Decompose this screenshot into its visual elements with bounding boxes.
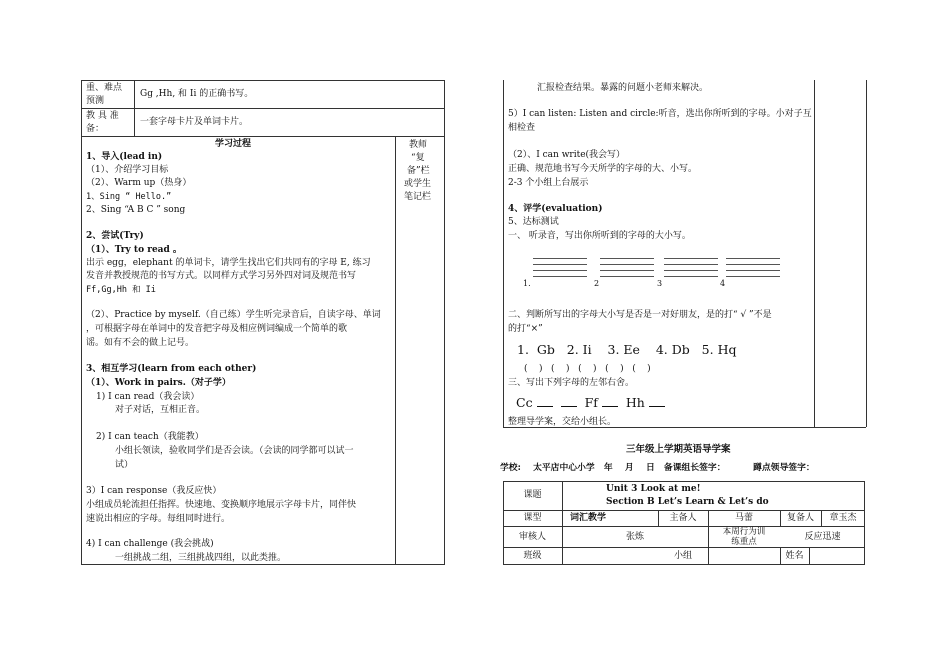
listen-line-1: 5）I can listen: Listen and circle:听音，选出你所听到的字母。小对子互 xyxy=(508,109,812,119)
neighbor-letters xyxy=(516,394,669,412)
reviewer-value: 张炼 xyxy=(625,532,644,542)
left-rule-2 xyxy=(81,136,445,137)
type-value: 词汇教学 xyxy=(570,513,607,523)
lead-in-2: （2）、Warm up（热身） xyxy=(86,178,192,188)
school-line: 学校: 太平店中心小学 年 月 日 备课组长签字： 蹲点领导签字： xyxy=(500,463,815,473)
can-response-desc-2: 速说出相应的字母。每组同时进行。 xyxy=(86,514,231,524)
can-read-desc: 对子对话，互相正音。 xyxy=(115,405,206,415)
listen-line-2: 相检查 xyxy=(508,123,536,133)
test-q1: 一、 听录音，写出你所听到的字母的大小写。 xyxy=(508,231,691,241)
lead-in-1: （1）、介绍学习目标 xyxy=(86,165,169,175)
can-read: 1) I can read（我会读） xyxy=(96,392,200,402)
practice-text-1: （2）、Practice by myself.（自己练）学生听完录音后，自读字母、单词 xyxy=(86,310,381,320)
side-note-2: “复 xyxy=(411,153,425,163)
focus-value: 反应迅速 xyxy=(804,532,841,542)
blank-number-2: 2 xyxy=(594,279,600,288)
write-heading: （2）、I can write(我会写） xyxy=(508,150,626,160)
can-teach-desc-1: 小组长领读，验收同学们是否会读。（会读的同学都可以试一 xyxy=(115,446,354,456)
row1-value: Gg ,Hh, 和 Ii 的正确书写。 xyxy=(140,89,254,99)
right-frame-mid xyxy=(814,80,815,427)
practice-text-2: ，可根据字母在单词中的发音把字母及相应例词编成一个简单的歌 xyxy=(86,324,348,334)
practice-text-3: 谣。如有不会的做上记号。 xyxy=(86,338,195,348)
side-note-1: 教师 xyxy=(409,140,428,150)
row2-label-a: 教 具 准 xyxy=(86,111,119,121)
name-label: 姓名 xyxy=(785,551,804,561)
sheet-title: 三年级上学期英语导学案 xyxy=(626,444,731,455)
left-rule-1 xyxy=(81,108,445,109)
neighbor-ff: Ff xyxy=(584,395,598,410)
co-preparer-label: 复备人 xyxy=(786,513,814,523)
class-label: 班级 xyxy=(523,551,542,561)
focus-label-a: 本周行为训 xyxy=(722,527,766,537)
section-lead-in: 1、导入(lead in) xyxy=(86,152,163,162)
co-preparer-value: 章玉杰 xyxy=(829,513,857,523)
class-field[interactable] xyxy=(562,550,658,563)
right-frame-left xyxy=(503,80,504,427)
blank-3[interactable] xyxy=(602,396,618,407)
write-line-2: 2-3 个小组上台展示 xyxy=(508,178,589,188)
neighbor-cc: Cc xyxy=(516,395,533,410)
try-text-3: Ff,Gg,Hh 和 Ii xyxy=(86,285,156,295)
test-q3: 三、写出下列字母的左邻右舍。 xyxy=(508,378,635,388)
can-challenge-desc: 一组挑战二组，三组挑战四组，以此类推。 xyxy=(115,553,287,563)
lead-in-4: 2、Sing “A B C ” song xyxy=(86,205,186,215)
left-side-divider xyxy=(395,136,396,565)
preparer-value: 马蕾 xyxy=(734,513,753,523)
focus-label-b: 练重点 xyxy=(731,537,757,547)
type-label: 课型 xyxy=(523,513,542,523)
row1-label-b: 预测 xyxy=(86,96,105,106)
can-challenge: 4) I can challenge (我会挑战) xyxy=(86,539,214,549)
section-try: 2、尝试(Try) xyxy=(86,231,144,241)
blank-2[interactable] xyxy=(561,396,577,407)
neighbor-hh: Hh xyxy=(625,395,645,410)
blank-1[interactable] xyxy=(537,396,553,407)
side-note-3: 备”栏 xyxy=(407,166,430,176)
row2-label-b: 备： xyxy=(86,124,105,134)
can-teach: 2) I can teach（我能教） xyxy=(96,432,204,442)
topic-line-1: Unit 3 Look at me! xyxy=(606,484,701,494)
write-line-1: 正确、规范地书写今天所学的字母的大、小写。 xyxy=(508,164,698,174)
test-q2-line-1: 二、判断所写出的字母大小写是否是一对好朋友，是的打“ √ ”不是 xyxy=(508,310,772,320)
name-field[interactable] xyxy=(809,550,865,563)
topic-line-2: Section B Let’s Learn & Let’s do xyxy=(606,497,769,507)
try-text-1: 出示 egg，elephant 的单词卡，请学生找出它们共同有的字母 E, 练习 xyxy=(86,258,371,268)
report-line: 汇报检查结果。暴露的问题小老师来解决。 xyxy=(537,83,709,93)
side-note-5: 笔记栏 xyxy=(404,192,432,202)
can-response: 3）I can response（我反应快） xyxy=(86,486,222,496)
letter-pairs: 1. Gb 2. Ii 3. Ee 4. Db 5. Hq xyxy=(517,342,737,357)
group-label: 小组 xyxy=(673,551,692,561)
can-response-desc-1: 小组成员轮流担任指挥。快速地、变换顺序地展示字母卡片，同伴快 xyxy=(86,500,357,510)
left-label-divider xyxy=(134,80,135,136)
work-in-pairs: （1）、Work in pairs.（对子学） xyxy=(86,378,231,388)
lead-in-3: 1、Sing “ Hello.” xyxy=(86,192,172,202)
can-teach-desc-2: 试） xyxy=(115,460,134,470)
section-learn-each-other: 3、相互学习(learn from each other) xyxy=(86,364,257,374)
reviewer-label: 审核人 xyxy=(518,532,546,542)
answer-brackets: ( ) ( ) ( ) ( ) ( ) xyxy=(524,364,651,374)
preparer-label: 主备人 xyxy=(669,513,697,523)
topic-label: 课题 xyxy=(523,490,542,500)
test-heading: 5、达标测试 xyxy=(508,217,559,227)
evaluation-heading: 4、评学(evaluation) xyxy=(508,204,603,214)
blank-number-1: 1. xyxy=(523,279,531,288)
try-text-2: 发音并教授规范的书写方式。以同样方式学习另外四对词及规范书写 xyxy=(86,271,357,281)
blank-number-3: 3 xyxy=(657,279,663,288)
test-q2-line-2: 的打“×” xyxy=(508,324,543,334)
closing-line: 整理导学案，交给小组长。 xyxy=(508,417,617,427)
row2-value: 一套字母卡片及单词卡片。 xyxy=(140,117,249,127)
side-note-4: 或学生 xyxy=(404,179,432,189)
right-frame-right xyxy=(866,80,867,427)
blank-number-4: 4 xyxy=(720,279,726,288)
blank-4[interactable] xyxy=(649,396,665,407)
row1-label-a: 重、难点 xyxy=(86,83,123,93)
try-read: （1）、Try to read 。 xyxy=(86,245,182,255)
process-title: 学习过程 xyxy=(215,139,252,149)
